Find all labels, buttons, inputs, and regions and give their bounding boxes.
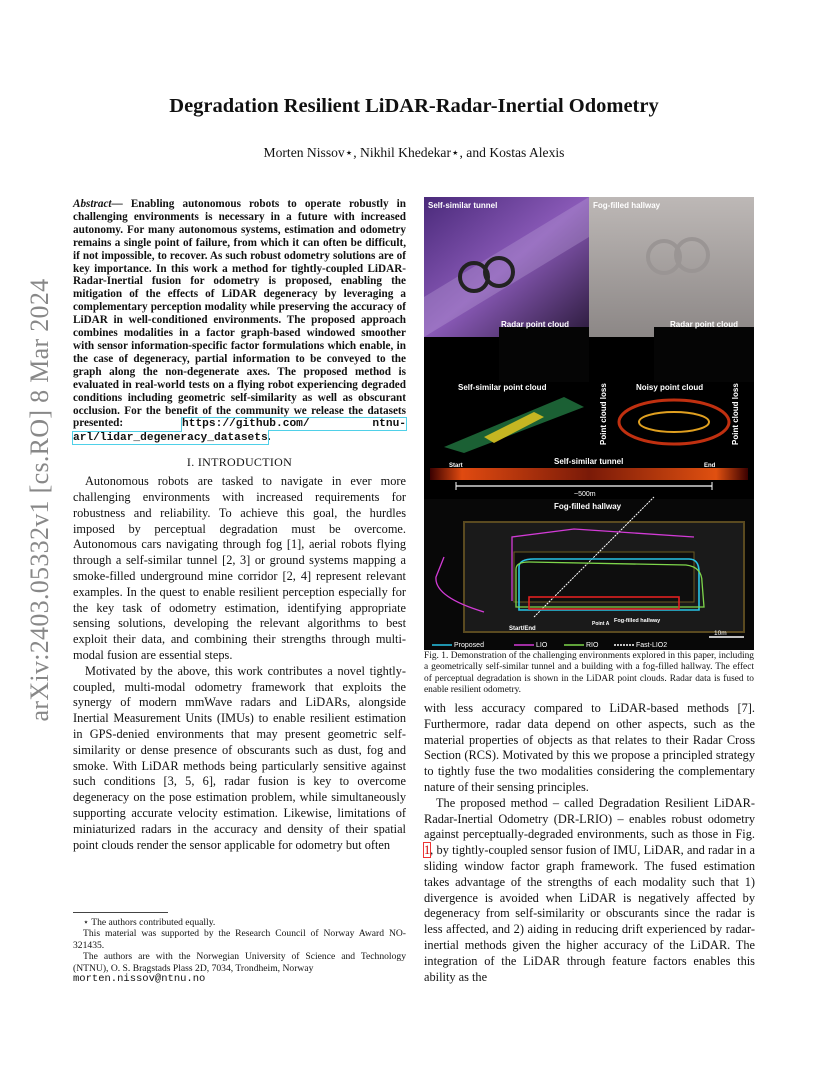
arxiv-identifier: arXiv:2403.05332v1 [cs.RO] 8 Mar 2024	[25, 278, 54, 722]
right-paragraph-2-start: The proposed method – called Degradation Resilient LiDAR-Radar-Inertial Odometry (DR-LRIO) – enables robust odometry against perceptually-degraded environments, such as those in Fig.	[424, 795, 755, 842]
legend-proposed: Proposed	[454, 642, 484, 649]
right-paragraph-2-end: , by tightly-coupled sensor fusion of IMU, LiDAR, and radar in a sliding window factor graph framework. The fused estimation takes advantage of the strengths of each modality such that 1) divergence is avoided when LiDAR is negatively affected by degeneracy from self-similarity or obscurants since the radar is less affected, and 2) aiding in reducing drift experienced by radar-inertial methods given the higher accuracy of the LiDAR. The integration of the LiDAR through feature factors enables this ability as the	[424, 843, 755, 984]
label-point-a: Point A	[592, 621, 610, 627]
label-map-title: Fog-filled hallway	[554, 502, 622, 511]
abstract-text: — Enabling autonomous robots to operate robustly in challenging environments is necessary in a future with increased autonomy. For many autonomous systems, estimation and odometry remains a single point of failure, from which it can often be difficult, if not impossible, to recover. As such robust odometry solutions are of key importance. In this work a method for tightly-coupled LiDAR-Radar-Inertial fusion for odometry is proposed, enabling the mitigation of the effects of LiDAR degeneracy by leveraging a complementary perception modality while preserving the accuracy of LiDAR in well-conditioned environments. The proposed approach combines modalities in a factor graph-based windowed smoother with sensor information-specific factor formulations which enable, in the case of degeneracy, partial information to be conveyed to the graph along the non-degenerate axes. The proposed method is evaluated in real-world tests on a flying robot experiencing degraded conditions including geometric self-similarity as well as obscurant occlusion. For the benefit of the community we release the datasets presented:	[73, 198, 406, 430]
tunnel-strip	[430, 468, 748, 480]
label-noisy-cloud: Noisy point cloud	[636, 383, 704, 392]
legend-lio: LIO	[536, 642, 548, 649]
footnote-equal: ⋆ The authors contributed equally.	[83, 917, 216, 928]
label-scale: 10m	[714, 630, 727, 637]
footnote-funding: This material was supported by the Research Council of Norway Award NO-321435.	[73, 928, 406, 951]
label-distance: ~500m	[574, 491, 596, 498]
footnote-email[interactable]: morten.nissov@ntnu.no	[73, 973, 206, 986]
label-start-end: Start/End	[509, 626, 536, 632]
figure-1	[424, 197, 754, 650]
label-loss-1: Point cloud loss	[599, 383, 608, 445]
figure-caption: Fig. 1. Demonstration of the challenging environments explored in this paper, including a geometrically self-similar tunnel and a building with a fog-filled hallway. The effect of perceptual degradation is shown in the LiDAR point clouds. Radar data is fused to enable resilient odometry.	[424, 651, 754, 696]
dataset-link-part-1[interactable]: https://github.com/	[182, 418, 310, 431]
label-tunnel: Self-similar tunnel	[428, 201, 498, 210]
right-column	[424, 701, 755, 985]
label-fog: Fog-filled hallway	[593, 201, 661, 210]
legend-rio: RIO	[586, 642, 599, 649]
intro-body	[73, 474, 406, 853]
label-radar-2: Radar point cloud	[670, 320, 738, 329]
label-tunnel-strip: Self-similar tunnel	[554, 457, 624, 466]
author-list: Morten Nissov⋆, Nikhil Khedekar⋆, and Kostas Alexis	[263, 145, 565, 160]
abstract-label: Abstract	[73, 198, 112, 210]
figure-graphic	[424, 197, 754, 650]
section-heading: I. INTRODUCTION	[186, 455, 293, 470]
label-self-similar-cloud: Self-similar point cloud	[458, 383, 547, 392]
label-radar-1: Radar point cloud	[501, 320, 569, 329]
abstract: Abstract— Enabling autonomous robots to operate robustly in challenging environments is necessary in a future with increased autonomy. For many autonomous systems, estimation and odometry remains a single point of failure, from which it can often be difficult, if not impossible, to recover. As such robust odometry solutions are of key importance. In this work a method for tightly-coupled LiDAR-Radar-Inertial fusion for odometry is proposed, enabling the mitigation of the effects of LiDAR degeneracy by leveraging a complementary perception modality while preserving the accuracy of LiDAR in well-conditioned environments. The proposed approach combines modalities in a factor graph-based windowed smoother with sensor information-specific factor formulations which enable, in the case of degeneracy, partial information to be conveyed to the graph along the non-degenerate axes. The proposed method is evaluated in real-world tests on a flying robot experiencing degraded conditions including geometric self-similarity as well as obscurant occlusion. For the benefit of the community we release the datasets presented: https://github.com/ ntnu-arl/lidar_degeneracy_datasets.	[73, 198, 406, 445]
fog-photo	[589, 197, 754, 337]
paper-title: Degradation Resilient LiDAR-Radar-Inertial Odometry	[169, 95, 659, 117]
label-end: End	[704, 463, 716, 469]
footnote-rule	[73, 912, 168, 913]
arxiv-sidebar	[20, 278, 60, 722]
figure-reference[interactable]: 1	[424, 843, 431, 858]
right-paragraph-1: with less accuracy compared to LiDAR-based methods [7]. Furthermore, radar data depend on other aspects, such as the material properties of objects as that relates to their Radar Cross Section (RCS). Motivated by this we propose a principled strategy to tightly fuse the two modalities considering the complementary nature of their sensing principles.	[424, 701, 755, 794]
footnotes	[73, 917, 406, 985]
footnote-affiliation: The authors are with the Norwegian University of Science and Technology (NTNU), O. S. Bragstads Plass 2D, 7034, Trondheim, Norway	[73, 951, 406, 974]
intro-paragraph-1: Autonomous robots are tasked to navigate in ever more challenging environments with increased requirements for robustness and reliability. To achieve this goal, the hurdles imposed by perceptual degradation must be overcome. Autonomous cars navigating through fog [1], aerial robots flying through a self-similar tunnel [2, 3] or ground systems mapping a smoke-filled underground mine corridor [2, 4] represent relevant examples. In the quest to enable resilient perception especially for the key task of odometry estimation, identifying appropriate sensing solutions, developing the relevant algorithms to best exploit their data, and combining their strengths through multi-modal fusion are essential steps.	[73, 474, 406, 662]
legend-fastlio2: Fast-LIO2	[636, 642, 668, 649]
label-fog-region: Fog-filled hallway	[614, 618, 661, 624]
intro-paragraph-2: Motivated by the above, this work contributes a novel tightly-coupled, multi-modal odometry framework that exploits the synergy of modern mmWave radars and LiDARs, alongside Inertial Measurement Units (IMUs) to enable resilient estimation in GPS-denied environments that may present geometric self-similarity or dense presence of obscurants such as dust, fog and smoke. With LiDAR methods being particularly sensitive against such conditions [3, 5, 6], radar fusion is key to overcome degeneracy on the pose estimation problem, while simultaneously supporting accurate velocity estimation. Likewise, limitations of miniaturized radars in the accuracy and density of their spatial point clouds render the sensor applicable for odometry but often	[73, 663, 406, 852]
right-paragraph-2	[424, 796, 755, 986]
left-column	[73, 198, 406, 853]
dataset-link-part-2[interactable]: ntnu-arl/lidar_degeneracy_datasets	[73, 418, 406, 445]
label-loss-2: Point cloud loss	[731, 383, 740, 445]
label-start: Start	[449, 463, 463, 469]
